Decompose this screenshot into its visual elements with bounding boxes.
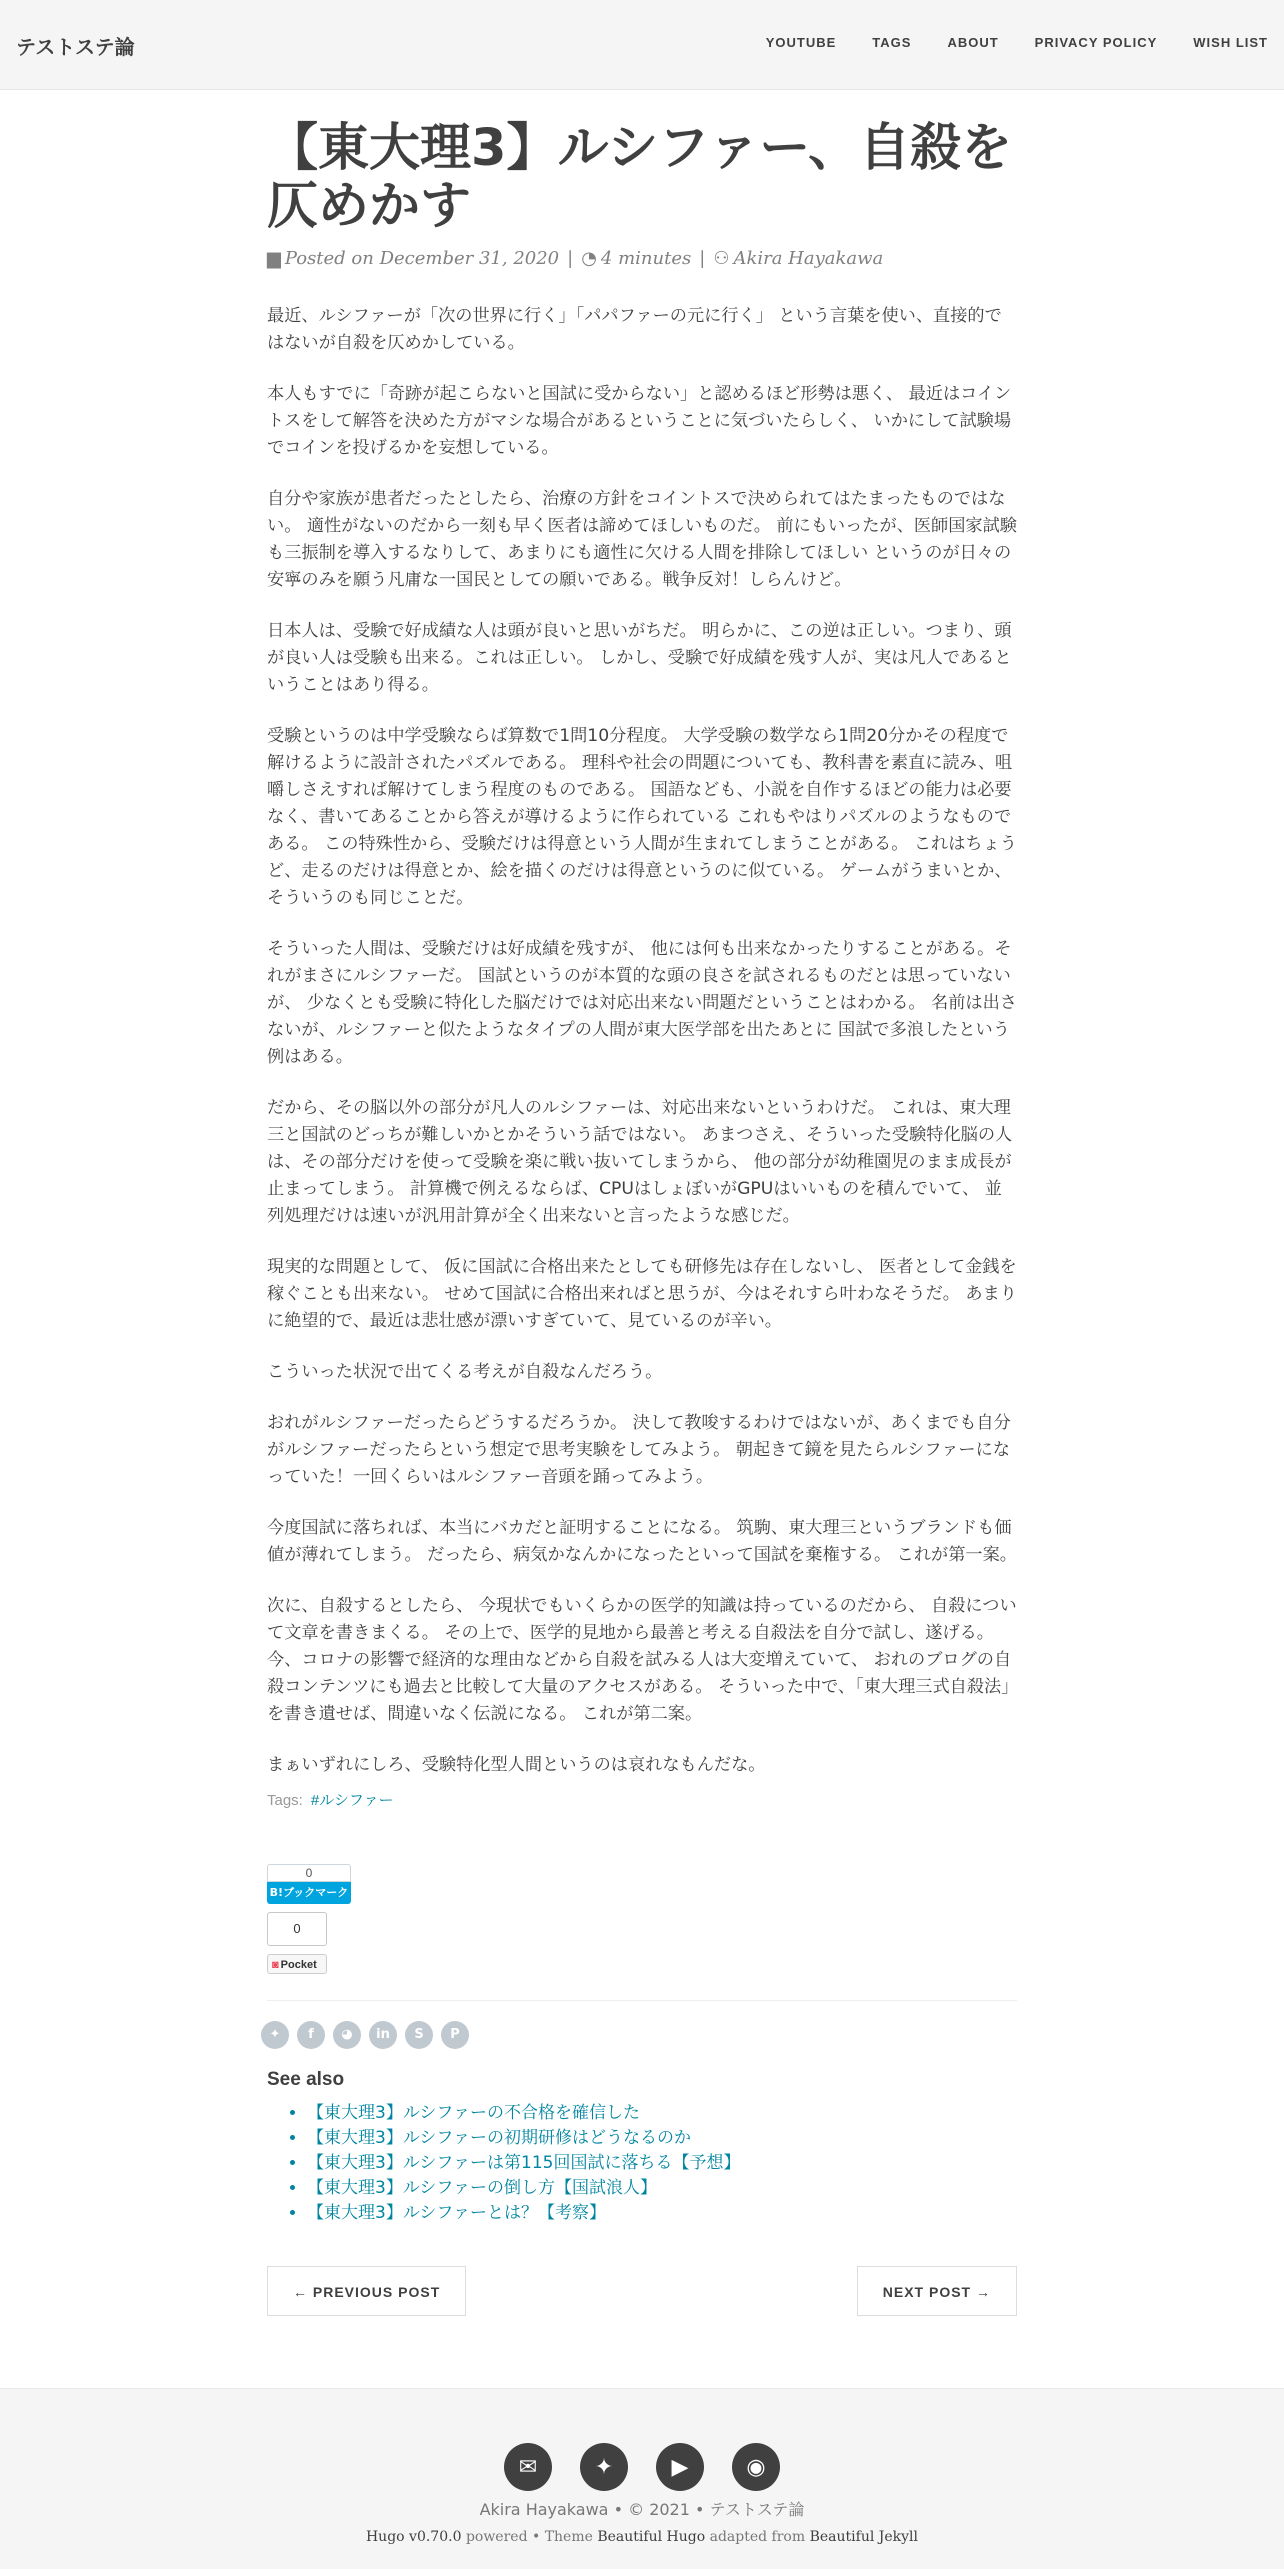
paragraph: こういった状況で出てくる考えが自殺なんだろう。 xyxy=(267,1362,663,1382)
footer-author[interactable]: Akira Hayakawa xyxy=(479,2500,609,2519)
rss-icon[interactable]: ◉ xyxy=(732,2443,780,2491)
paragraph: 本人もすでに「奇跡が起こらないと国試に受からない」と認めるほど形勢は悪く、 最近はコイントスをして解答を決めた方がマシな場合があるということに気づいたらしく、 いかにして試験場でコインを投げるかを妄想している。 xyxy=(267,384,1012,458)
pocket-widget[interactable] xyxy=(267,1912,327,1974)
paragraph: そういった人間は、受験だけは好成績を残すが、 他には何も出来なかったりすることがある。それがまさにルシファーだ。 国試というのが本質的な頭の良さを試されるものだとは思っていないが、 少なくとも受験に特化した脳だけでは対応出来ない問題だということはわかる。 名前は出さないが、ルシファーと似たようなタイプの人間が東大医学部を出たあとに 国試で多浪したという例はある。 xyxy=(267,939,1017,1067)
pinterest-share-icon[interactable]: P xyxy=(441,2021,469,2049)
site-brand[interactable]: テストステ論 xyxy=(16,35,135,59)
tags-label: Tags: xyxy=(267,1792,303,1809)
see-also-item[interactable] xyxy=(307,2151,1017,2176)
footer-copyright xyxy=(0,2497,1284,2520)
facebook-share-icon[interactable]: f xyxy=(297,2021,325,2049)
footer-adapted-text: adapted from xyxy=(709,2529,806,2545)
previous-post-button[interactable]: ← PREVIOUS POST xyxy=(267,2266,466,2316)
nav-item-youtube[interactable]: YOUTUBE xyxy=(765,35,837,50)
clock-icon: ◔ xyxy=(581,248,597,269)
next-post-button[interactable]: NEXT POST → xyxy=(857,2266,1017,2316)
post-author: Akira Hayakawa xyxy=(733,248,884,269)
see-also-link[interactable]: 【東大理3】ルシファーの倒し方【国試浪人】 xyxy=(307,2178,658,2198)
see-also-item[interactable] xyxy=(307,2201,1017,2226)
footer-powered-text: powered • Theme xyxy=(465,2529,593,2545)
twitter-share-icon[interactable]: ✦ xyxy=(261,2021,289,2049)
paragraph: 今度国試に落ちれば、本当にバカだと証明することになる。 筑駒、東大理三というブランドも価値が薄れてしまう。 だったら、病気かなんかになったといって国試を棄権する。 これが第一案。 xyxy=(267,1518,1017,1565)
nav-item-tags[interactable]: TAGS xyxy=(872,35,912,50)
footer-social-icons xyxy=(0,2443,1284,2491)
paragraph: 最近、ルシファーが「次の世界に行く」「パパファーの元に行く」 という言葉を使い、直接的ではないが自殺を仄めかしている。 xyxy=(267,306,1002,353)
see-also-item[interactable] xyxy=(307,2176,1017,2201)
hatena-bookmark-button[interactable]: B!ブックマーク xyxy=(267,1882,351,1904)
pocket-label: Pocket xyxy=(280,1959,317,1971)
footer-site-name[interactable]: テストステ論 xyxy=(709,2500,805,2519)
see-also-link[interactable]: 【東大理3】ルシファーの初期研修はどうなるのか xyxy=(307,2128,692,2148)
meta-separator: | xyxy=(567,248,574,269)
pocket-count: 0 xyxy=(267,1912,327,1946)
paragraph: 日本人は、受験で好成績な人は頭が良いと思いがちだ。 明らかに、この逆は正しい。つまり、頭が良い人は受験も出来る。これは正しい。 しかし、受験で好成績を残す人が、実は凡人であるということはあり得る。 xyxy=(267,621,1012,695)
hugo-link[interactable]: Hugo v0.70.0 xyxy=(365,2529,462,2545)
meta-separator: | xyxy=(699,248,706,269)
navbar xyxy=(0,0,1284,90)
reading-time: 4 minutes xyxy=(600,248,692,269)
post-tags xyxy=(267,1789,1017,1810)
post-title: 【東大理3】ルシファー、自殺を仄めかす xyxy=(267,119,1013,236)
see-also-item[interactable] xyxy=(307,2126,1017,2151)
twitter-icon[interactable]: ✦ xyxy=(580,2443,628,2491)
nav-item-privacy-policy[interactable]: PRIVACY POLICY xyxy=(1034,35,1158,50)
footer-copyright-text: • © 2021 • xyxy=(613,2500,705,2519)
see-also-title: See also xyxy=(267,2069,345,2090)
see-also-item[interactable] xyxy=(307,2101,1017,2126)
pocket-icon: ◙ xyxy=(272,1959,279,1971)
email-icon[interactable]: ✉ xyxy=(504,2443,552,2491)
post-meta xyxy=(267,248,1017,269)
hatena-count: 0 xyxy=(267,1864,351,1882)
stumbleupon-share-icon[interactable]: S xyxy=(405,2021,433,2049)
paragraph: 現実的な問題として、 仮に国試に合格出来たとしても研修先は存在しないし、 医者として金銭を稼ぐことも出来ない。 せめて国試に合格出来ればと思うが、今はそれすら叶わなそうだ。 あまりに絶望的で、最近は悲壮感が漂いすぎていて、見ているのが辛い。 xyxy=(267,1257,1017,1331)
reddit-share-icon[interactable]: ◕ xyxy=(333,2021,361,2049)
paragraph: 受験というのは中学受験ならば算数で1問10分程度。 大学受験の数学なら1問20分かその程度で解けるように設計されたパズルである。 理科や社会の問題についても、教科書を素直に読み、咀嚼しさえすれば解けてしまう程度のものである。 国語なども、小説を自作するほどの能力は必要なく、書いてあることから答えが導けるように作られている これもやはりパズルのようなものである。 この特殊性から、受験だけは得意という人間が生まれてしまうことがある。 これはちょうど、走るのだけは得意とか、絵を描くのだけは得意というのに似ている。 ゲームがうまいとか、そういうのも同じことだ。 xyxy=(267,726,1017,908)
social-share-row xyxy=(261,2021,1017,2049)
post xyxy=(267,120,1017,2318)
pocket-button[interactable] xyxy=(267,1954,327,1974)
paragraph: だから、その脳以外の部分が凡人のルシファーは、対応出来ないというわけだ。 これは、東大理三と国試のどっちが難しいかとかそういう話ではない。 あまつさえ、そういった受験特化脳の人は、その部分だけを使って受験を楽に戦い抜いてしまうから、 他の部分が幼稚園児のまま成長が止まってしまう。 計算機で例えるならば、CPUはしょぼいがGPUはいいものを積んでいて、 並列処理だけは速いが汎用計算が全く出来ないと言ったような感じだ。 xyxy=(267,1098,1013,1226)
paragraph: おれがルシファーだったらどうするだろうか。 決して教唆するわけではないが、あくまでも自分がルシファーだったらという想定で思考実験をしてみよう。 朝起きて鏡を見たらルシファーになっていた！一回くらいはルシファー音頭を踊ってみよう。 xyxy=(267,1413,1011,1487)
see-also-link[interactable]: 【東大理3】ルシファーは第115回国試に落ちる【予想】 xyxy=(307,2153,741,2173)
paragraph: 自分や家族が患者だったとしたら、治療の方針をコイントスで決められてはたまったものではない。 適性がないのだから一刻も早く医者は諦めてほしいものだ。 前にもいったが、医師国家試験も三振制を導入するなりして、あまりにも適性に欠ける人間を排除してほしい というのが日々の安寧のみを願う凡庸な一国民としての願いである。戦争反対！しらんけど。 xyxy=(267,489,1017,590)
see-also-link[interactable]: 【東大理3】ルシファーとは？【考察】 xyxy=(307,2203,607,2223)
divider xyxy=(267,2000,1017,2001)
hatena-bookmark-widget[interactable] xyxy=(267,1864,351,1904)
user-icon: ⚇ xyxy=(713,248,730,269)
youtube-icon[interactable]: ▶ xyxy=(656,2443,704,2491)
linkedin-share-icon[interactable]: in xyxy=(369,2021,397,2049)
pager xyxy=(267,2266,1017,2318)
calendar-icon: ▆ xyxy=(267,248,281,269)
nav-menu xyxy=(730,35,1268,50)
nav-item-about[interactable]: ABOUT xyxy=(947,35,999,50)
paragraph: 次に、自殺するとしたら、 今現状でもいくらかの医学的知識は持っているのだから、 自殺について文章を書きまくる。 その上で、医学的見地から最善と考える自殺法を自分で試し、遂げる。 今、コロナの影響で経済的な理由などから自殺を試みる人は大変増えていて、 おれのブログの自殺コンテンツにも過去と比較して大量のアクセスがある。 そういった中で、「東大理三式自殺法」を書き遺せば、間違いなく伝説になる。 これが第二案。 xyxy=(267,1596,1017,1724)
see-also-link[interactable]: 【東大理3】ルシファーの不合格を確信した xyxy=(307,2103,641,2123)
jekyll-link[interactable]: Beautiful Jekyll xyxy=(809,2529,919,2545)
see-also-list xyxy=(267,2101,1017,2226)
footer xyxy=(0,2388,1284,2569)
paragraph: まぁいずれにしろ、受験特化型人間というのは哀れなもんだな。 xyxy=(267,1755,766,1775)
tag-link[interactable]: #ルシファー xyxy=(310,1792,394,1809)
post-date: Posted on December 31, 2020 xyxy=(284,248,560,269)
theme-link[interactable]: Beautiful Hugo xyxy=(597,2529,706,2545)
post-content xyxy=(267,303,1017,1779)
footer-credit xyxy=(0,2529,1284,2545)
nav-item-wish-list[interactable]: WISH LIST xyxy=(1193,35,1268,50)
